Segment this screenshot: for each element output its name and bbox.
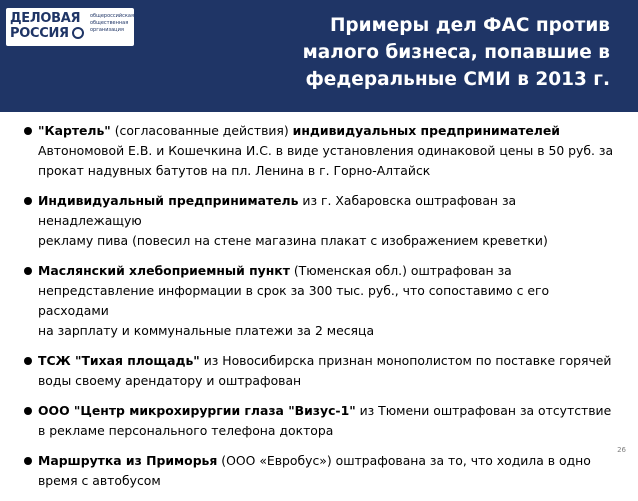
logo-circle-icon bbox=[72, 27, 84, 39]
item-text: из Новосибирска признан монополистом по поставке горячей bbox=[199, 353, 612, 368]
item-text: из г. Хабаровска оштрафован за ненадлежащую bbox=[38, 193, 517, 228]
item-line: в рекламе персонального телефона доктора bbox=[38, 423, 334, 438]
item-bold: Маслянский хлебоприемный пункт bbox=[38, 263, 290, 278]
title-line-1: Примеры дел ФАС против bbox=[329, 15, 610, 36]
page-number: 26 bbox=[617, 446, 626, 454]
item-text: из Тюмени оштрафован за отсутствие bbox=[355, 403, 612, 418]
list-item-eye-center bbox=[24, 401, 614, 441]
organization-logo bbox=[6, 8, 134, 46]
list-item-minibus bbox=[24, 451, 614, 491]
item-bold: ТСЖ "Тихая площадь" bbox=[38, 353, 200, 368]
logo-name-line1: ДЕЛОВАЯ bbox=[10, 11, 81, 26]
list-item-individual-entrepreneur bbox=[24, 191, 614, 251]
item-bold: ООО "Центр микрохирургии глаза "Визус-1" bbox=[38, 403, 356, 418]
item-line bbox=[38, 261, 614, 281]
list-item-hoa bbox=[24, 351, 614, 391]
header-banner bbox=[0, 0, 638, 112]
logo-name-line2: РОССИЯ bbox=[10, 26, 69, 41]
item-bold: индивидуальных предпринимателей bbox=[292, 123, 560, 138]
logo-subtitle: общероссийская общественная организация bbox=[90, 13, 134, 33]
bullet-list bbox=[24, 121, 614, 501]
item-line: время с автобусом bbox=[38, 473, 161, 488]
item-line: прокат надувных батутов на пл. Ленина в г. Горно-Алтайск bbox=[38, 163, 431, 178]
item-line bbox=[38, 191, 614, 231]
item-line: на зарплату и коммунальные платежи за 2 месяца bbox=[38, 323, 375, 338]
item-line: Автономовой Е.В. и Кошечкина И.С. в виде установления одинаковой цены в 50 руб. за bbox=[38, 143, 614, 158]
bullet-icon bbox=[24, 457, 32, 465]
item-line bbox=[38, 451, 614, 471]
title-line-2: малого бизнеса, попавшие в bbox=[302, 42, 610, 63]
item-text: (Тюменская обл.) оштрафован за bbox=[289, 263, 512, 278]
list-item-cartel bbox=[24, 121, 614, 181]
item-line bbox=[38, 121, 614, 141]
list-item-grain-point bbox=[24, 261, 614, 341]
item-line bbox=[38, 401, 614, 421]
bullet-icon bbox=[24, 197, 32, 205]
bullet-icon bbox=[24, 267, 32, 275]
slide-title bbox=[280, 12, 610, 93]
item-line: рекламу пива (повесил на стене магазина плакат с изображением креветки) bbox=[38, 233, 548, 248]
item-line: воды своему арендатору и оштрафован bbox=[38, 373, 302, 388]
item-line: непредставление информации в срок за 300 тыс. руб., что сопоставимо с его расходами bbox=[38, 283, 550, 318]
item-bold: "Картель" bbox=[38, 123, 111, 138]
item-text: (ООО «Евробус») оштрафована за то, что ходила в одно bbox=[217, 453, 591, 468]
item-line bbox=[38, 351, 614, 371]
bullet-icon bbox=[24, 407, 32, 415]
item-text: (согласованные действия) bbox=[110, 123, 293, 138]
item-bold: Индивидуальный предприниматель bbox=[38, 193, 299, 208]
item-bold: Маршрутка из Приморья bbox=[38, 453, 218, 468]
bullet-icon bbox=[24, 127, 32, 135]
bullet-icon bbox=[24, 357, 32, 365]
title-line-3: федеральные СМИ в 2013 г. bbox=[305, 69, 610, 90]
